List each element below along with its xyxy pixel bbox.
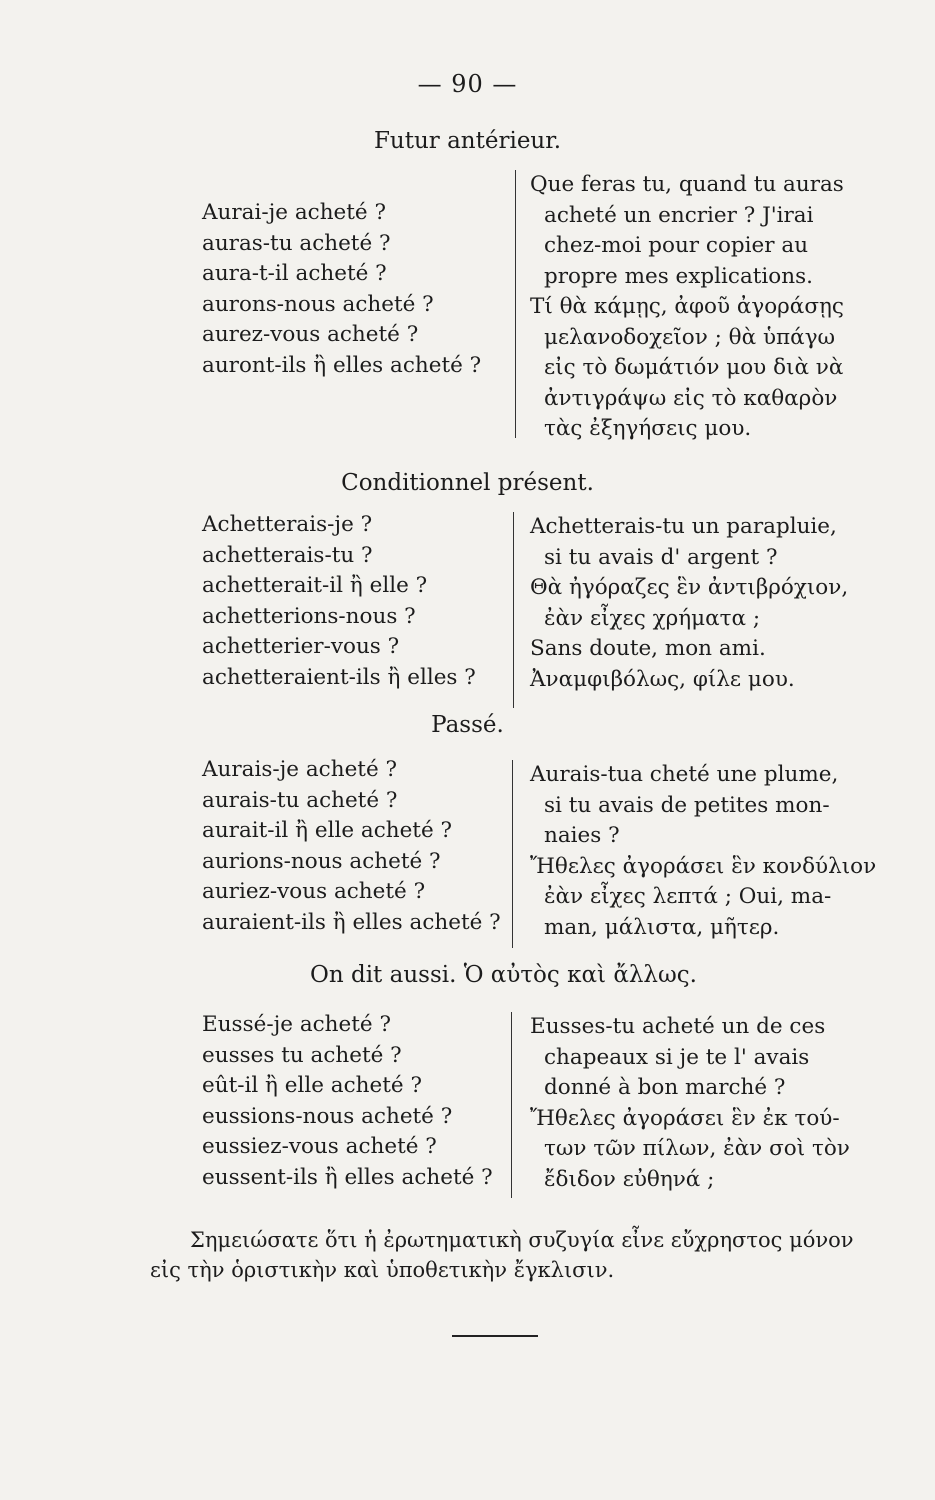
example-line: ἔδιδον εὐθηνά ;: [544, 1166, 715, 1192]
example-line: Que feras tu, quand tu auras: [530, 172, 844, 197]
conjugation-line: eusses tu acheté ?: [202, 1042, 402, 1068]
conjugation-line: achetteraient-ils ἢ elles ?: [202, 664, 476, 690]
conjugation-line: Aurai-je acheté ?: [202, 200, 386, 225]
conjugation-line: achetterait-il ἢ elle ?: [202, 573, 428, 598]
futur-conjugation-column: [202, 198, 502, 381]
conjugation-line: Eussé-je acheté ?: [202, 1012, 391, 1037]
conjugation-line: auront-ils ἢ elles acheté ?: [202, 352, 482, 378]
conjugation-line: eût-il ἢ elle acheté ?: [202, 1073, 422, 1098]
passe-conjugation-column: [202, 755, 502, 938]
example-line: Eusses-tu acheté un de ces: [530, 1014, 826, 1039]
column-divider: [515, 170, 516, 438]
conditionnel-conjugation-column: [202, 510, 502, 693]
example-line: ἐὰν εἶχες λεπτά ; Oui, ma-: [544, 884, 832, 909]
conjugation-line: auras-tu acheté ?: [202, 230, 391, 256]
example-line: μελανοδοχεῖον ; θὰ ὑπάγω: [544, 324, 836, 350]
column-divider: [513, 512, 514, 708]
example-line: Ἀναμφιβόλως, φίλε μου.: [530, 666, 795, 692]
grammar-note: [150, 1225, 854, 1285]
example-line: acheté un encrier ? J'irai: [544, 202, 814, 228]
conjugation-line: aurez-vous acheté ?: [202, 322, 419, 347]
example-line: τὰς ἐξηγήσεις μου.: [544, 416, 752, 441]
page-number: — 90 —: [417, 70, 518, 98]
example-line: propre mes explications.: [544, 263, 813, 289]
example-line: Ἤθελες ἀγοράσει ἓν ἐκ τού-: [530, 1105, 840, 1131]
example-line: chez-moi pour copier au: [544, 233, 809, 258]
on-dit-conjugation-column: [202, 1010, 502, 1193]
heading-conditionnel-present: Conditionnel présent.: [341, 470, 594, 496]
conjugation-line: aurons-nous acheté ?: [202, 291, 434, 317]
futur-example-column: [530, 170, 860, 445]
column-divider: [512, 760, 513, 948]
example-line: si tu avais d' argent ?: [544, 544, 778, 570]
column-divider: [511, 1012, 512, 1198]
example-line: των τῶν πίλων, ἐὰν σοὶ τὸν: [544, 1136, 850, 1161]
conjugation-line: auriez-vous acheté ?: [202, 879, 426, 904]
example-line: Ἤθελες ἀγοράσει ἓν κονδύλιον: [530, 853, 877, 879]
conjugation-line: aurait-il ἢ elle acheté ?: [202, 818, 453, 843]
on-dit-example-column: [530, 1012, 860, 1195]
example-line: naies ?: [544, 823, 620, 848]
example-line: ἀντιγράψω εἰς τὸ καθαρὸν: [544, 385, 838, 411]
example-line: chapeaux si je te l' avais: [544, 1044, 810, 1070]
example-line: Sans doute, mon ami.: [530, 636, 766, 661]
example-line: ἐὰν εἶχες χρήματα ;: [544, 605, 761, 631]
conjugation-line: eussent-ils ἢ elles acheté ?: [202, 1164, 493, 1190]
example-line: si tu avais de petites mon-: [544, 792, 830, 818]
example-line: Aurais-tua cheté une plume,: [530, 762, 839, 787]
passe-example-column: [530, 760, 877, 943]
heading-futur-anterieur: Futur antérieur.: [373, 128, 562, 154]
closing-rule: [452, 1335, 538, 1337]
conjugation-line: Achetterais-je ?: [202, 512, 373, 537]
heading-passe: Passé.: [431, 712, 504, 738]
conjugation-line: auraient-ils ἢ elles acheté ?: [202, 909, 501, 935]
conjugation-line: aurais-tu acheté ?: [202, 787, 398, 813]
note-line: εἰς τὴν ὁριστικὴν καὶ ὑποθετικὴν ἔγκλισιν.: [150, 1258, 615, 1282]
heading-on-dit-aussi: On dit aussi. Ὁ αὐτὸς καὶ ἄλλως.: [310, 962, 697, 988]
conjugation-line: eussions-nous acheté ?: [202, 1103, 453, 1129]
conjugation-line: aurions-nous acheté ?: [202, 848, 441, 874]
conjugation-line: aura-t-il acheté ?: [202, 261, 387, 286]
example-line: Τί θὰ κάμῃς, ἀφοῦ ἀγοράσῃς: [530, 294, 844, 319]
example-line: Θὰ ἠγόραζες ἓν ἀντιβρόχιον,: [530, 575, 849, 600]
example-line: donné à bon marché ?: [544, 1075, 786, 1100]
example-line: Achetterais-tu un parapluie,: [530, 514, 837, 539]
note-line: Σημειώσατε ὅτι ἡ ἐρωτηματικὴ συζυγία εἶνε εὔχρηστος μόνον: [190, 1228, 854, 1252]
example-line: εἰς τὸ δωμάτιόν μου διὰ νὰ: [544, 355, 844, 380]
conjugation-line: Aurais-je acheté ?: [202, 757, 398, 782]
conjugation-line: achetterions-nous ?: [202, 603, 416, 629]
conjugation-line: achetterier-vous ?: [202, 634, 400, 659]
conjugation-line: achetterais-tu ?: [202, 542, 373, 568]
conjugation-line: eussiez-vous acheté ?: [202, 1134, 437, 1159]
example-line: man, μάλιστα, μῆτερ.: [544, 914, 780, 940]
conditionnel-example-column: [530, 512, 860, 695]
